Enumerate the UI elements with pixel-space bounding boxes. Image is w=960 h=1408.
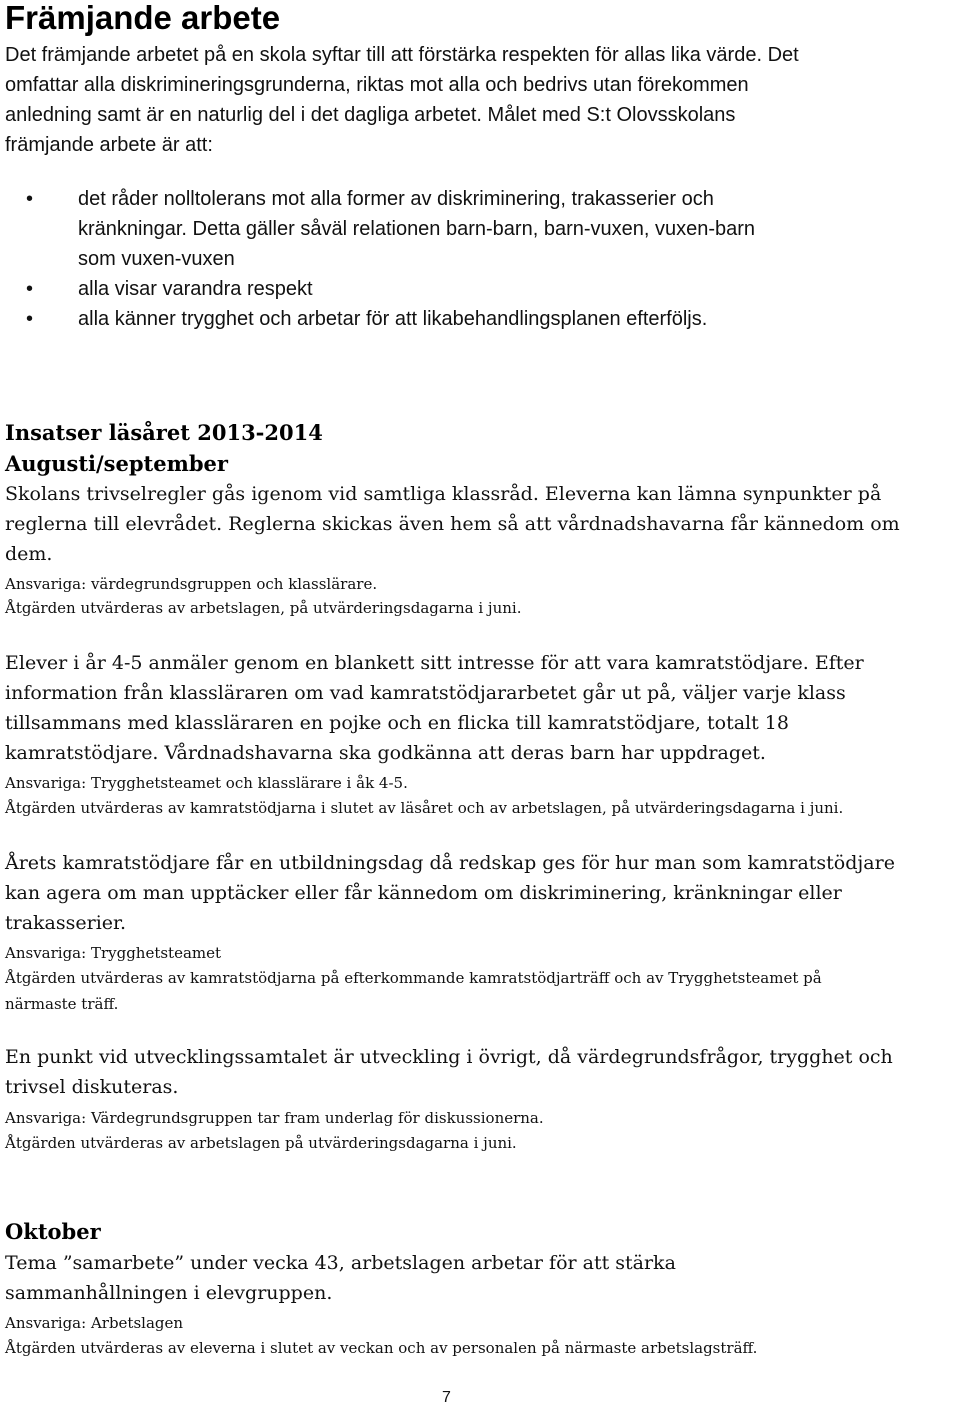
text-line: information från klassläraren om vad kamratstödjararbetet går ut på, väljer varje klass [5,682,846,704]
text-line: Tema ”samarbete” under vecka 43, arbetslagen arbetar för att stärka [5,1252,676,1274]
text-line: tillsammans med klassläraren en pojke och en flicka till kamratstödjare, totalt 18 [5,712,789,734]
text-line: trakasserier. [5,912,127,934]
text-line: Skolans trivselregler gås igenom vid samtliga klassråd. Eleverna kan lämna synpunkter på [5,483,882,505]
text-line: • alla känner trygghet och arbetar för att likabehandlingsplanen efterföljs. [78,308,708,330]
activity-text [5,848,895,938]
goal-list [0,184,755,334]
text-line: reglerna till elevrådet. Reglerna skickas även hem så att vårdnadshavarna får kännedom om [5,513,900,535]
list-item [0,184,755,274]
activity-text [5,1248,676,1308]
text-line: närmaste träff. [5,995,119,1013]
evaluation-line: Åtgärden utvärderas av eleverna i slutet av veckan och av personalen på närmaste arbetslagsträff. [5,1339,758,1357]
activity-text [5,479,900,569]
evaluation-text [5,965,822,1017]
page-number: 7 [442,1389,451,1406]
section-title: Insatser läsåret 2013-2014 [5,420,323,445]
text-line: • det råder nolltolerans mot alla former av diskriminering, trakasserier och [78,188,714,210]
responsible-line: Ansvariga: Trygghetsteamet och klasslärare i åk 4-5. [5,774,408,792]
text-line: Åtgärden utvärderas av kamratstödjarna på efterkommande kamratstödjarträff och av Trygghetsteamet på [5,969,822,987]
text-line: trivsel diskuteras. [5,1076,179,1098]
text-line: • alla visar varandra respekt [78,278,313,300]
text-line: Elever i år 4-5 anmäler genom en blankett sitt intresse för att vara kamratstödjare. Efter [5,652,864,674]
text-line: Det främjande arbetet på en skola syftar till att förstärka respekten för allas lika värde. Det [5,44,799,66]
month-heading-august: Augusti/september [5,451,228,476]
activity-text [5,648,864,768]
evaluation-line: Åtgärden utvärderas av kamratstödjarna i slutet av läsåret och av arbetslagen, på utvärderingsdagarna i juni. [5,799,844,817]
text-line: dem. [5,543,53,565]
text-line: sammanhållningen i elevgruppen. [5,1282,333,1304]
responsible-line: Ansvariga: Värdegrundsgruppen tar fram underlag för diskussionerna. [5,1109,544,1127]
list-item [0,304,755,334]
text-line: Årets kamratstödjare får en utbildningsdag då redskap ges för hur man som kamratstödjare [5,852,895,874]
text-line: kan agera om man upptäcker eller får kännedom om diskriminering, kränkningar eller [5,882,842,904]
activity-text [5,1042,893,1102]
evaluation-line: Åtgärden utvärderas av arbetslagen, på utvärderingsdagarna i juni. [5,599,522,617]
text-line: anledning samt är en naturlig del i det dagliga arbetet. Målet med S:t Olovsskolans [5,104,736,126]
page-title: Främjande arbete [5,0,281,36]
responsible-line: Ansvariga: Trygghetsteamet [5,944,222,962]
intro-paragraph [5,40,799,160]
month-heading-october: Oktober [5,1219,101,1244]
text-line: kränkningar. Detta gäller såväl relationen barn-barn, barn-vuxen, vuxen-barn [78,218,756,240]
text-line: En punkt vid utvecklingssamtalet är utveckling i övrigt, då värdegrundsfrågor, trygghet och [5,1046,893,1068]
text-line: omfattar alla diskrimineringsgrunderna, riktas mot alla och bedrivs utan förekommen [5,74,749,96]
list-item [0,274,755,304]
text-line: kamratstödjare. Vårdnadshavarna ska godkänna att deras barn har uppdraget. [5,742,766,764]
evaluation-line: Åtgärden utvärderas av arbetslagen på utvärderingsdagarna i juni. [5,1134,517,1152]
responsible-line: Ansvariga: värdegrundsgruppen och klasslärare. [5,575,378,593]
text-line: främjande arbete är att: [5,134,213,156]
responsible-line: Ansvariga: Arbetslagen [5,1314,184,1332]
text-line: som vuxen-vuxen [78,248,235,270]
